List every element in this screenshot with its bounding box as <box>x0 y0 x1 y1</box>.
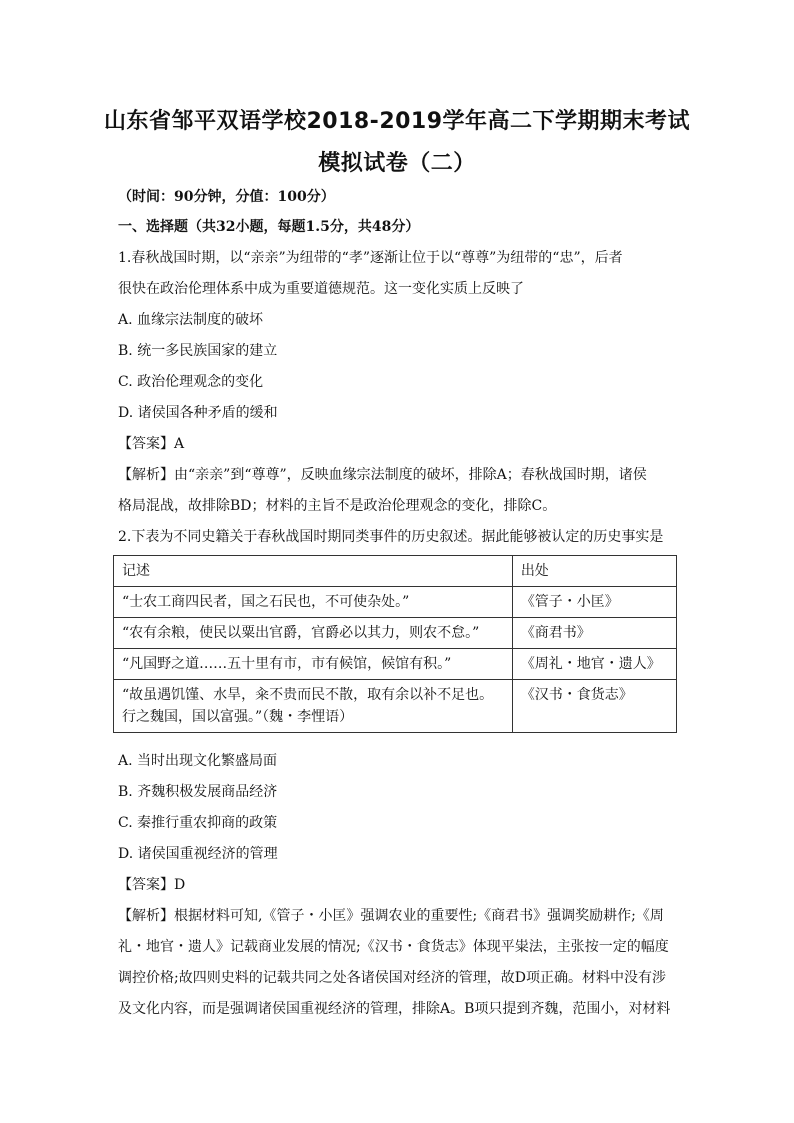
table-header-source: 出处 <box>512 556 676 587</box>
table-cell-source: 《管子・小匡》 <box>512 587 676 618</box>
q2-analysis-line1: 【解析】根据材料可知,《管子・小匡》强调农业的重要性;《商君书》强调奖励耕作;《周 <box>118 908 664 924</box>
q2-option-b: B. 齐魏积极发展商品经济 <box>118 784 278 800</box>
q2-analysis-line3: 调控价格;故四则史料的记载共同之处各诸侯国对经济的管理，故D项正确。材料中没有涉 <box>118 970 666 986</box>
q1-option-c: C. 政治伦理观念的变化 <box>118 374 264 390</box>
document-title-line2: 模拟试卷（二） <box>318 151 476 176</box>
table-cell-record: “士农工商四民者，国之石民也，不可使杂处。” <box>114 587 513 618</box>
q2-option-a: A. 当时出现文化繁盛局面 <box>118 753 278 769</box>
q1-option-b: B. 统一多民族国家的建立 <box>118 343 278 359</box>
q1-stem-line2: 很快在政治伦理体系中成为重要道德规范。这一变化实质上反映了 <box>118 281 524 297</box>
table-header-row <box>114 556 677 587</box>
q1-analysis-line2: 格局混战，故排除BD；材料的主旨不是政治伦理观念的变化，排除C。 <box>118 498 557 514</box>
table-header-record: 记述 <box>114 556 513 587</box>
q2-option-c: C. 秦推行重农抑商的政策 <box>118 815 278 831</box>
document-title-line1: 山东省邹平双语学校2018-2019学年高二下学期期末考试 <box>103 109 691 134</box>
q2-analysis-line4: 及文化内容，而是强调诸侯国重视经济的管理，排除A。B项只提到齐魏，范围小，对材料 <box>118 1001 671 1017</box>
q1-answer: 【答案】A <box>118 436 185 452</box>
exam-meta: （时间：90分钟，分值：100分） <box>118 189 335 205</box>
q1-option-a: A. 血缘宗法制度的破坏 <box>118 312 264 328</box>
section-heading: 一、选择题（共32小题，每题1.5分，共48分） <box>118 219 420 235</box>
table-row <box>114 649 677 680</box>
table-row <box>114 680 677 733</box>
q1-option-d: D. 诸侯国各种矛盾的缓和 <box>118 405 278 421</box>
table-cell-record: “凡国野之道……五十里有市，市有候馆，候馆有积。” <box>114 649 513 680</box>
q1-analysis-line1: 【解析】由“亲亲”到“尊尊”，反映血缘宗法制度的破坏，排除A；春秋战国时期，诸侯 <box>118 467 647 483</box>
q2-answer: 【答案】D <box>118 877 186 893</box>
q2-analysis-line2: 礼・地官・遗人》记载商业发展的情况;《汉书・食货志》体现平粜法，主张按一定的幅度 <box>118 939 669 955</box>
table-cell-source: 《周礼・地官・遗人》 <box>512 649 676 680</box>
table-cell-record: “故虽遇饥馑、水旱，籴不贵而民不散，取有余以补不足也。行之魏国，国以富强。”（魏・李悝语） <box>114 680 513 733</box>
table-row <box>114 587 677 618</box>
q1-stem-line1: 1.春秋战国时期，以“亲亲”为纽带的“孝”逐渐让位于以“尊尊”为纽带的“忠”，后者 <box>118 250 623 266</box>
table-row <box>114 618 677 649</box>
source-table <box>113 555 677 733</box>
q2-stem: 2.下表为不同史籍关于春秋战国时期同类事件的历史叙述。据此能够被认定的历史事实是 <box>118 529 664 545</box>
q2-option-d: D. 诸侯国重视经济的管理 <box>118 846 278 862</box>
table-cell-source: 《汉书・食货志》 <box>512 680 676 733</box>
table-cell-record: “农有余粮，使民以粟出官爵，官爵必以其力，则农不怠。” <box>114 618 513 649</box>
table-cell-source: 《商君书》 <box>512 618 676 649</box>
